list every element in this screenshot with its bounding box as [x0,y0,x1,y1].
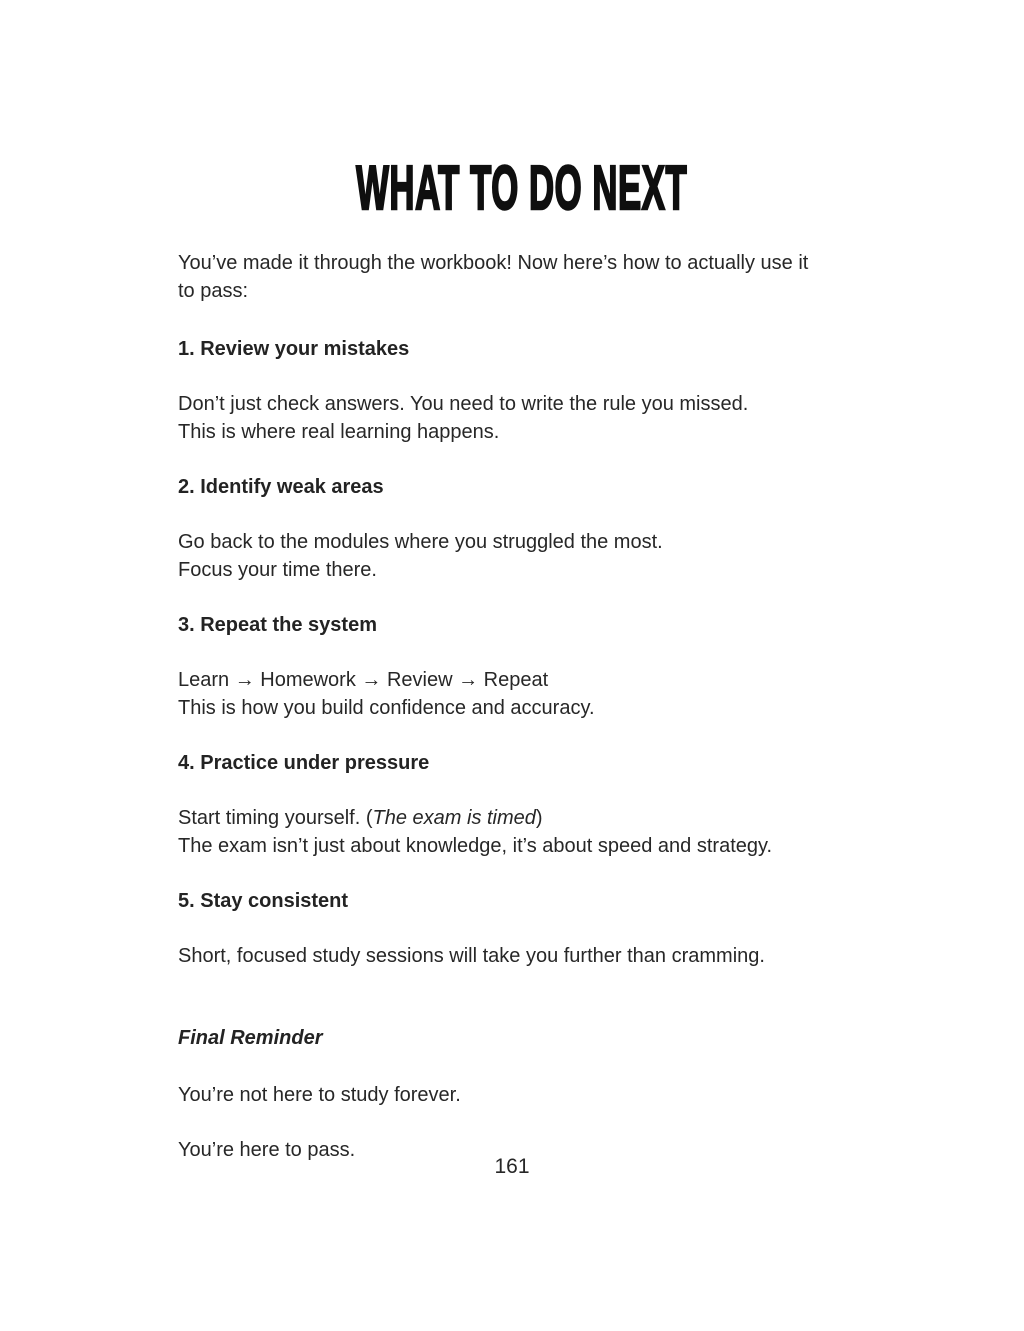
final-reminder-heading: Final Reminder [178,1027,323,1049]
step-4-line-1-prefix: Start timing yourself. ( [178,807,373,829]
final-reminder-line-2: You’re here to pass. [178,1139,356,1161]
step-5-heading: 5. Stay consistent [178,890,349,912]
step-4-line-1-suffix: ) [535,807,543,829]
step-3-body [178,666,884,722]
step-3-line-2: This is how you build confidence and accuracy. [178,697,595,719]
step-2-identify-weak-areas [178,473,884,584]
intro-line-1: You’ve made it through the workbook! Now here’s how to actually use it [178,252,809,274]
step-2-line-2: Focus your time there. [178,559,377,581]
step-1-heading: 1. Review your mistakes [178,338,410,360]
page-title-wrap [178,154,884,223]
final-reminder-section [178,1024,884,1164]
step-4-line-1-italic: The exam is timed [372,807,536,829]
step-5-stay-consistent [178,887,884,970]
step-1-line-1: Don’t just check answers. You need to write the rule you missed. [178,393,749,415]
step-5-body [178,942,884,970]
step-2-line-1: Go back to the modules where you struggled the most. [178,531,663,553]
step-3-heading: 3. Repeat the system [178,614,377,636]
step-5-line-1: Short, focused study sessions will take you further than cramming. [178,945,765,967]
step-4-practice-under-pressure [178,749,884,860]
step-4-body [178,804,884,860]
step-1-review-mistakes [178,335,884,446]
page-number: 161 [494,1155,530,1178]
intro-line-2: to pass: [178,280,249,302]
step-4-line-2: The exam isn’t just about knowledge, it’s about speed and strategy. [178,835,773,857]
intro-paragraph [178,249,884,305]
step-2-heading: 2. Identify weak areas [178,476,384,498]
page-content [0,154,1024,1164]
step-2-body [178,528,884,584]
step-3-repeat-the-system [178,611,884,722]
final-reminder-line-1: You’re not here to study forever. [178,1084,461,1106]
step-3-line-1: Learn → Homework → Review → Repeat [178,669,549,691]
step-4-heading: 4. Practice under pressure [178,752,430,774]
page-title: WHAT TO DO NEXT [356,154,688,223]
step-1-line-2: This is where real learning happens. [178,421,500,443]
step-1-body [178,390,884,446]
step-4-line-1 [178,804,884,832]
